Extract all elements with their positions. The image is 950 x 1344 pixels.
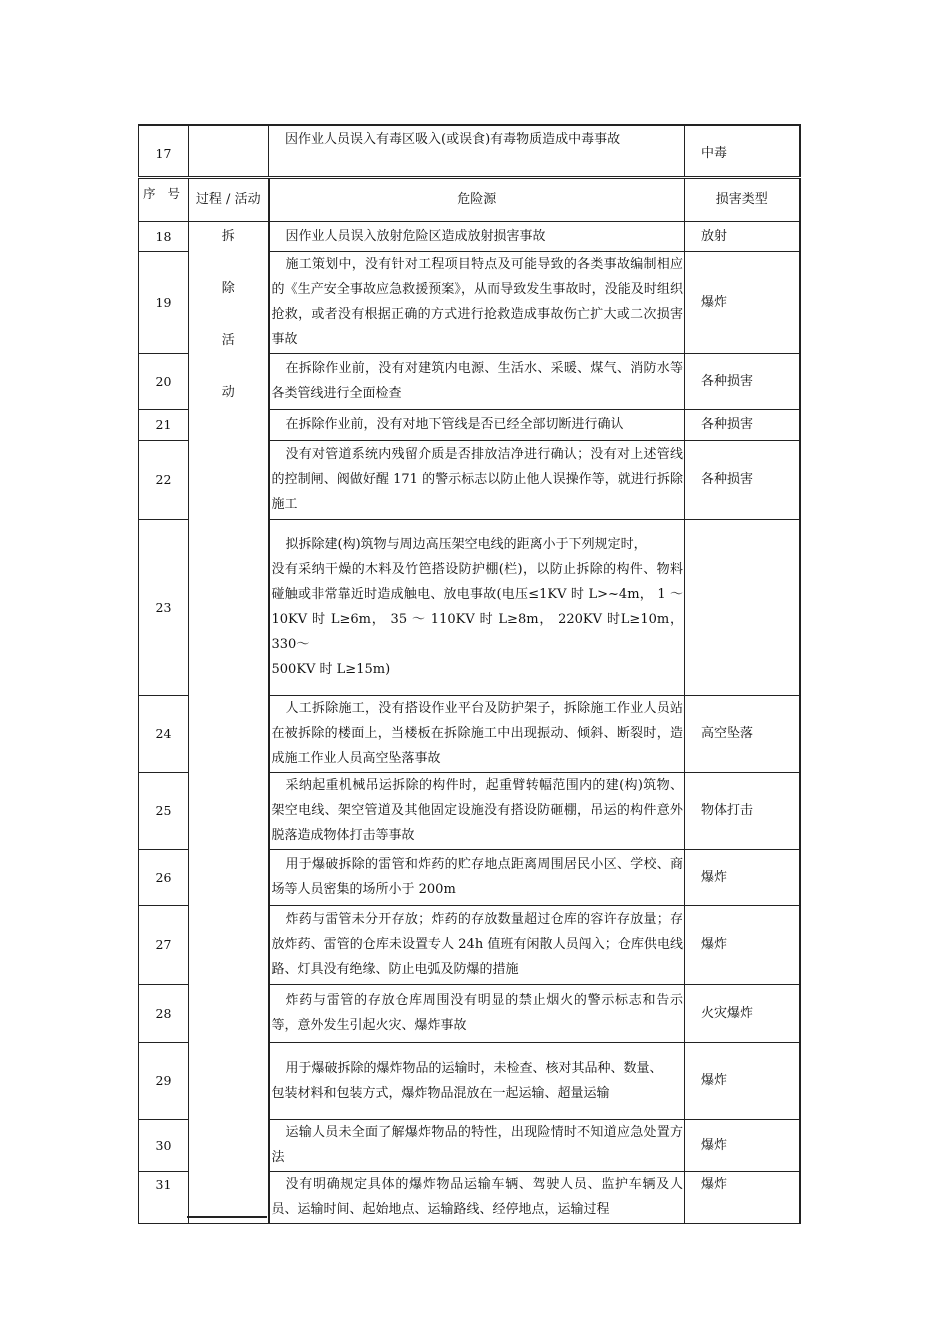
- harm-type: 各种损害: [685, 409, 800, 440]
- row-number: 17: [139, 125, 189, 177]
- harm-type: 放射: [685, 221, 800, 251]
- row-number: 19: [139, 251, 189, 353]
- hazard-source: 运输人员未全面了解爆炸物品的特性，出现险情时不知道应急处置方法: [269, 1119, 685, 1171]
- harm-type: 爆炸: [685, 1119, 800, 1171]
- harm-type: 高空坠落: [685, 695, 800, 772]
- hazard-line: 用于爆破拆除的爆炸物品的运输时，未检查、核对其品种、数量、: [285, 1060, 663, 1076]
- row-number: 30: [139, 1119, 189, 1171]
- header-process: 过程 / 活动: [189, 177, 269, 221]
- process-char: 动: [221, 384, 235, 400]
- table-row: [139, 125, 800, 177]
- row-number: 31: [139, 1171, 189, 1223]
- hazard-source: [269, 1042, 685, 1119]
- row-number: 21: [139, 409, 189, 440]
- process-cell: [189, 125, 269, 177]
- process-char: 活: [221, 332, 235, 348]
- row-number: 27: [139, 905, 189, 984]
- header-hazard: 危险源: [269, 177, 685, 221]
- row-number: 28: [139, 984, 189, 1042]
- harm-type: 物体打击: [685, 772, 800, 849]
- hazard-source: 炸药与雷管的存放仓库周围没有明显的禁止烟火的警示标志和告示等，意外发生引起火灾、爆炸事故: [269, 984, 685, 1042]
- hazard-source: 用于爆破拆除的雷管和炸药的贮存地点距离周围居民小区、学校、商场等人员密集的场所小于 200m: [269, 849, 685, 905]
- hazard-line: 包装材料和包装方式，爆炸物品混放在一起运输、超量运输: [271, 1085, 610, 1101]
- process-char: 除: [221, 280, 235, 296]
- process-column-bottom-rule: [187, 1216, 267, 1218]
- row-number: 20: [139, 353, 189, 409]
- hazard-line: 拟拆除建(构)筑物与周边高压架空电线的距离小于下列规定时，: [285, 537, 647, 552]
- row-number: 26: [139, 849, 189, 905]
- hazard-source: 在拆除作业前，没有对地下管线是否已经全部切断进行确认: [269, 409, 685, 440]
- hazard-source: 因作业人员误入放射危险区造成放射损害事故: [269, 221, 685, 251]
- table-header-row: [139, 177, 800, 221]
- hazard-source: 在拆除作业前，没有对建筑内电源、生活水、采暖、煤气、消防水等各类管线进行全面检查: [269, 353, 685, 409]
- hazard-source: 没有对管道系统内残留介质是否排放洁净进行确认；没有对上述管线的控制闸、阀做好醒 171 的警示标志以防止他人误操作等，就进行拆除施工: [269, 440, 685, 519]
- hazard-source: [269, 519, 685, 695]
- harm-type: 爆炸: [685, 849, 800, 905]
- hazard-table-sheet: [138, 124, 799, 1224]
- harm-type: 各种损害: [685, 440, 800, 519]
- hazard-source: 没有明确规定具体的爆炸物品运输车辆、驾驶人员、监护车辆及人员、运输时间、起始地点、运输路线、经停地点，运输过程: [269, 1171, 685, 1223]
- harm-type: 各种损害: [685, 353, 800, 409]
- hazard-table: [138, 124, 801, 1224]
- harm-type: [685, 519, 800, 695]
- harm-type: 爆炸: [685, 905, 800, 984]
- process-activity-cell: [189, 221, 269, 1223]
- row-number: 24: [139, 695, 189, 772]
- hazard-source: 因作业人员误入有毒区吸入(或误食)有毒物质造成中毒事故: [269, 125, 685, 177]
- hazard-source: 施工策划中，没有针对工程项目特点及可能导致的各类事故编制相应的《生产安全事故应急救援预案》，从而导致发生事故时，没能及时组织抢救，或者没有根据正确的方式进行抢救造成事故伤亡扩大或二次损害事故: [269, 251, 685, 353]
- table-row: [139, 221, 800, 251]
- hazard-line: 没有采纳干燥的木料及竹笆搭设防护棚(栏)，以防止拆除的构件、物料碰触或非常靠近时造成触电、放电事故(电压≤1KV 时 L>~4m， 1 ～ 10KV 时 L≥6m， 35 ～ 110KV 时 L≥8m， 220KV 时L≥10m，330～: [271, 562, 683, 652]
- harm-type: 爆炸: [685, 1171, 800, 1223]
- hazard-source: 人工拆除施工，没有搭设作业平台及防护架子，拆除施工作业人员站在被拆除的楼面上，当楼板在拆除施工中出现振动、倾斜、断裂时，造成施工作业人员高空坠落事故: [269, 695, 685, 772]
- harm-type: 爆炸: [685, 251, 800, 353]
- header-number: 序 号: [139, 177, 189, 221]
- hazard-source: 炸药与雷管未分开存放；炸药的存放数量超过仓库的容许存放量；存放炸药、雷管的仓库未设置专人 24h 值班有闲散人员闯入；仓库供电线路、灯具没有绝缘、防止电弧及防爆的措施: [269, 905, 685, 984]
- row-number: 18: [139, 221, 189, 251]
- header-harm: 损害类型: [685, 177, 800, 221]
- row-number: 22: [139, 440, 189, 519]
- row-number: 29: [139, 1042, 189, 1119]
- process-char: 拆: [221, 228, 235, 244]
- row-number: 25: [139, 772, 189, 849]
- harm-type: 火灾爆炸: [685, 984, 800, 1042]
- hazard-source: 采纳起重机械吊运拆除的构件时，起重臂转幅范围内的建(构)筑物、架空电线、架空管道及其他固定设施没有搭设防砸棚，吊运的构件意外脱落造成物体打击等事故: [269, 772, 685, 849]
- row-number: 23: [139, 519, 189, 695]
- harm-type: 爆炸: [685, 1042, 800, 1119]
- harm-type: 中毒: [685, 125, 800, 177]
- hazard-line: 500KV 时 L≥15m): [271, 662, 391, 677]
